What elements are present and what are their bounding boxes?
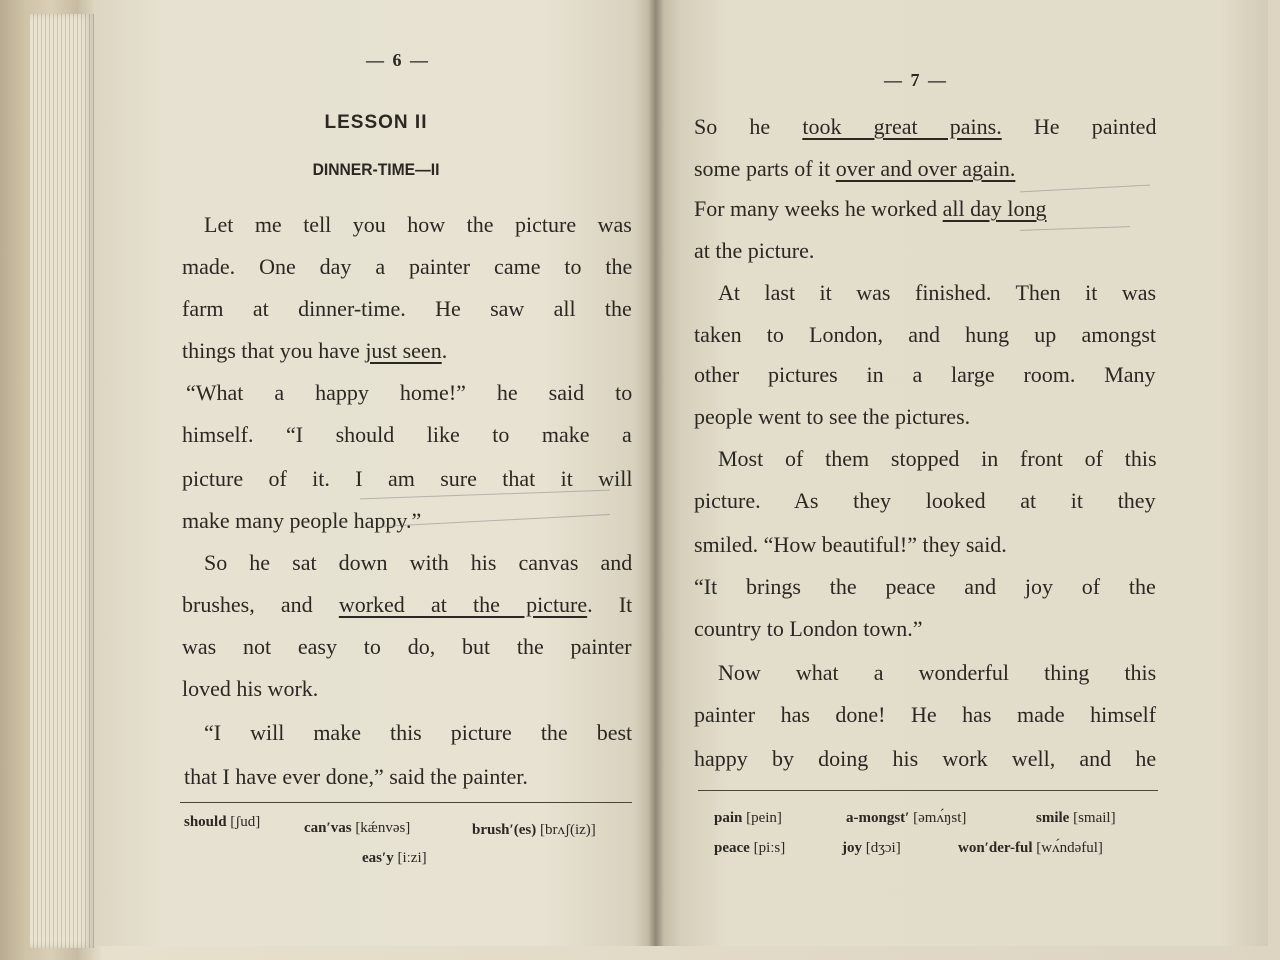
vocab-entry: can′vas [kǽnvəs] [304,820,411,836]
vocab-entry: eas′y [iːzi] [362,850,427,866]
text-line: was not easy to do, but the painter [182,634,632,659]
vocab-entry: won′der-ful [wʌ́ndəful] [958,840,1103,856]
text-line: at the picture. [694,238,815,263]
text-line: brushes, and worked at the picture. It [182,592,633,617]
right-footnote-rule [698,790,1158,791]
text-line: some parts of it over and over again. [694,156,1016,181]
text-line: other pictures in a large room. Many [694,362,1156,387]
lesson-subtitle: DINNER-TIME—II [312,160,440,179]
vocab-entry: a-mongst′ [əmʌ́ŋst] [846,810,967,826]
text-line: At last it was finished. Then it was [718,280,1157,305]
text-line: smiled. “How beautiful!” they said. [694,532,1007,557]
underlined-phrase: over and over again. [835,156,1016,181]
text-line: Most of them stopped in front of this [718,446,1157,471]
text-line: “What a happy home!” he said to [186,380,633,405]
text-line: “I will make this picture the best [204,720,633,745]
text-line: So he took great pains. He painted [694,114,1157,139]
text-line: So he sat down with his canvas and [204,550,633,575]
text-line: happy by doing his work well, and he [694,746,1157,771]
text-line: make many people happy.” [182,508,422,533]
text-line: loved his work. [182,676,319,701]
text-line: himself. “I should like to make a [182,422,632,447]
right-page-number: — 7 — [884,70,948,90]
text-line: Now what a wonderful thing this [718,660,1157,685]
text-line: people went to see the pictures. [694,404,971,429]
book-gutter [648,0,664,946]
text-line: painter has done! He has made himself [694,702,1157,727]
text-line: picture. As they looked at it they [694,488,1156,513]
text-line: country to London town.” [694,616,923,641]
text-line: For many weeks he worked all day long [694,196,1047,221]
underlined-phrase: just seen [365,338,442,363]
vocab-entry: should [ʃud] [184,814,261,830]
text-line: “It brings the peace and joy of the [694,574,1156,599]
text-line: picture of it. I am sure that it will [182,466,633,491]
right-page [656,0,1268,946]
text-line: Let me tell you how the picture was [204,212,632,237]
left-footnote-rule [180,802,632,803]
vocab-entry: joy [dʒɔi] [842,840,901,856]
page-edges [30,14,94,948]
left-page-number: — 6 — [366,50,430,70]
text-line: farm at dinner-time. He saw all the [182,296,632,321]
text-line: things that you have just seen. [182,338,448,363]
vocab-entry: brush′(es) [brʌʃ(iz)] [472,822,596,838]
vocab-entry: peace [piːs] [714,840,786,856]
text-line: taken to London, and hung up amongst [694,322,1157,347]
underlined-phrase: all day long [942,196,1047,221]
underlined-phrase: worked at the picture [338,592,588,617]
underlined-phrase: took great pains. [802,114,1002,139]
text-line: that I have ever done,” said the painter. [184,764,528,789]
text-line: made. One day a painter came to the [182,254,633,279]
lesson-title: LESSON II [324,112,428,133]
vocab-entry: smile [smail] [1036,810,1116,826]
vocab-entry: pain [pein] [714,810,782,826]
